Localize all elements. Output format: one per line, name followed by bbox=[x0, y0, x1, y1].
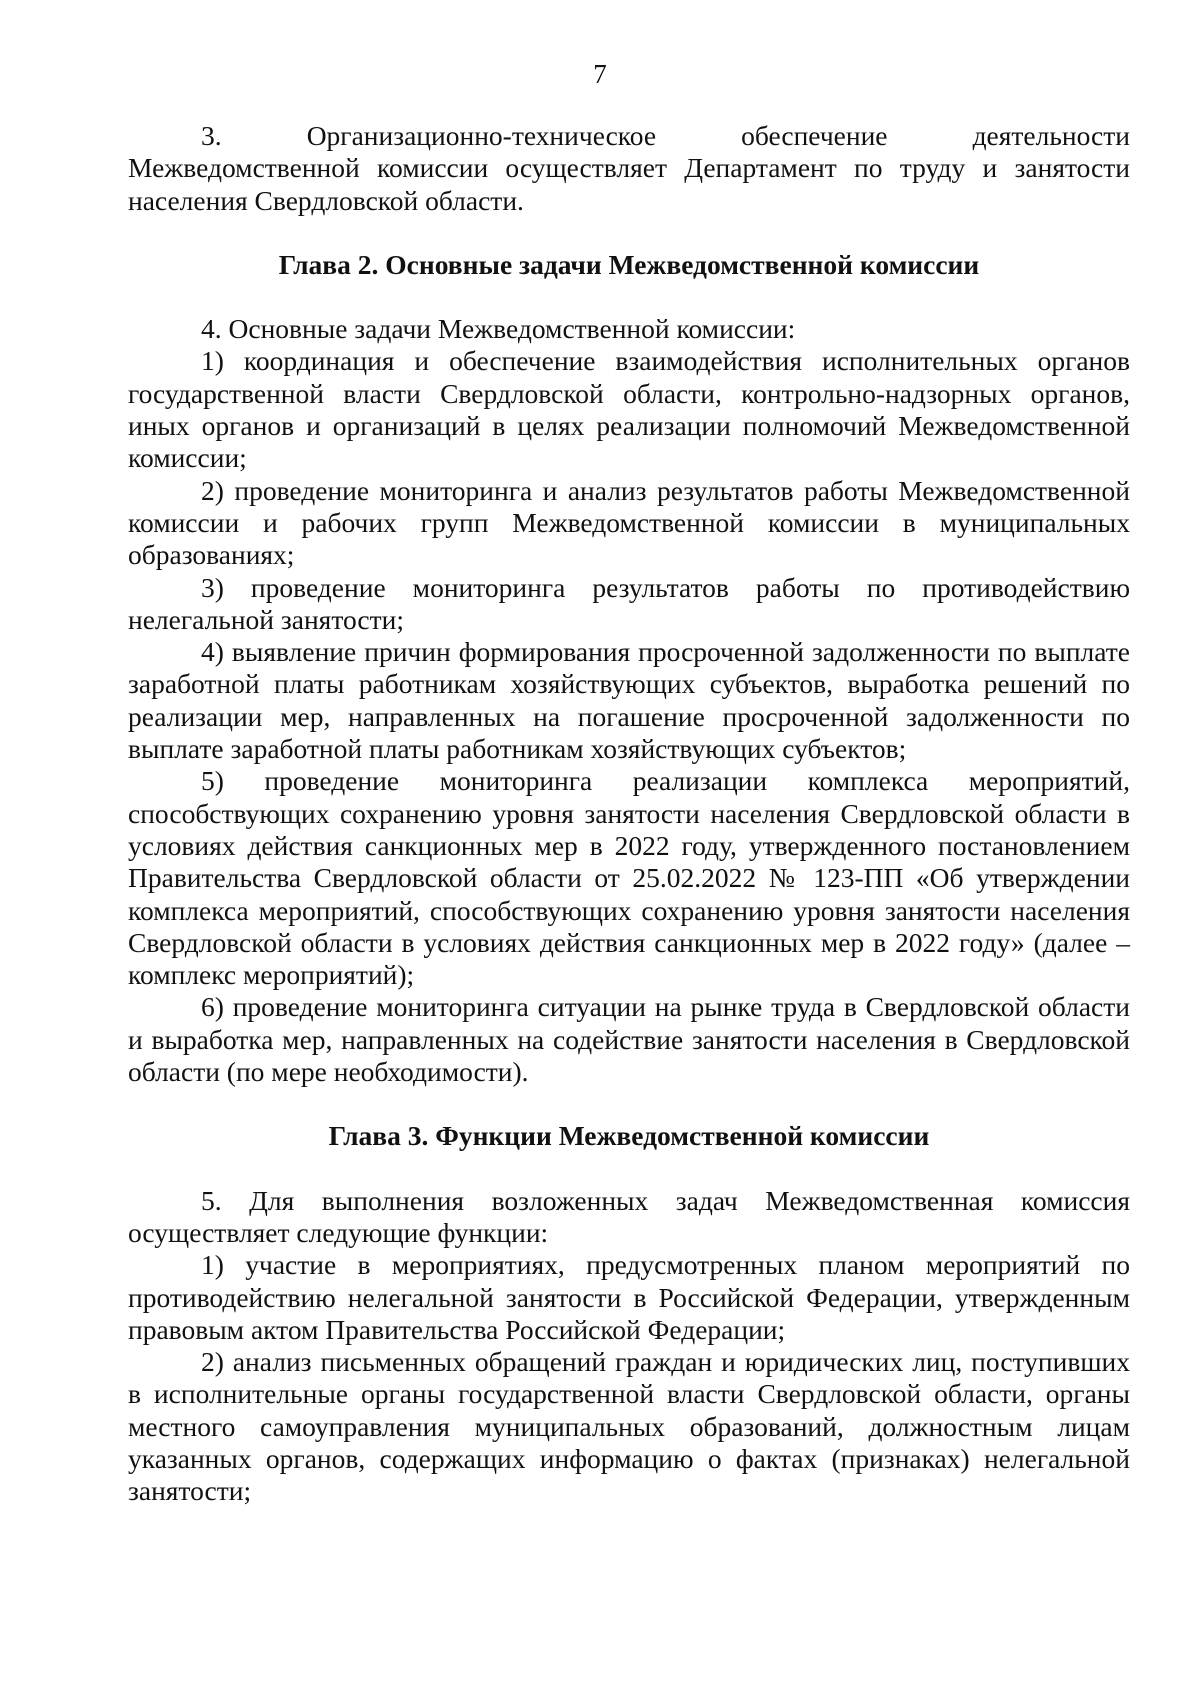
task-item-4: 4) выявление причин формирования просроченной задолженности по выплате заработной платы работникам хозяйствующих субъектов, выработка решений по реализации мер, направленных на погашение просроченной задолженности по выплате заработной платы работникам хозяйствующих субъектов; bbox=[128, 636, 1130, 765]
page-number: 7 bbox=[593, 59, 607, 89]
spacer bbox=[128, 281, 1130, 313]
spacer bbox=[128, 1153, 1130, 1185]
paragraph-5: 5. Для выполнения возложенных задач Межведомственная комиссия осуществляет следующие функции: bbox=[128, 1184, 1130, 1248]
spacer bbox=[128, 217, 1130, 249]
paragraph-4: 4. Основные задачи Межведомственной комиссии: bbox=[201, 313, 796, 345]
function-item-2: 2) анализ письменных обращений граждан и юридических лиц, поступивших в исполнительные органы государственной власти Свердловской области, органы местного самоуправления муниципальных образований, должностным лицам указанных органов, содержащих информацию о фактах (признаках) нелегальной занятости; bbox=[128, 1346, 1130, 1507]
paragraph-3: 3. Организационно-техническое обеспечение деятельности Межведомственной комиссии осуществляет Департамент по труду и занятости населения Свердловской области. bbox=[128, 120, 1130, 216]
document-body bbox=[128, 120, 1130, 1508]
chapter-2-heading: Глава 2. Основные задачи Межведомственной комиссии bbox=[278, 248, 980, 280]
task-item-3: 3) проведение мониторинга результатов работы по противодействию нелегальной занятости; bbox=[128, 571, 1130, 635]
task-item-6: 6) проведение мониторинга ситуации на рынке труда в Свердловской области и выработка мер, направленных на содействие занятости населения в Свердловской области (по мере необходимости). bbox=[128, 991, 1130, 1088]
spacer bbox=[128, 1088, 1130, 1120]
task-item-5: 5) проведение мониторинга реализации комплекса мероприятий, способствующих сохранению уровня занятости населения Свердловской области в условиях действия санкционных мер в 2022 году, утвержденного постановлением Правительства Свердловской области от 25.02.2022 № 123-ПП «Об утверждении комплекса мероприятий, способствующих сохранению уровня занятости населения Свердловской области в условиях действия санкционных мер в 2022 году» (далее – комплекс мероприятий); bbox=[128, 765, 1130, 991]
task-item-1: 1) координация и обеспечение взаимодействия исполнительных органов государственной власти Свердловской области, контрольно-надзорных органов, иных органов и организаций в целях реализации полномочий Межведомственной комиссии; bbox=[128, 345, 1130, 474]
chapter-3-heading: Глава 3. Функции Межведомственной комиссии bbox=[328, 1120, 930, 1152]
task-item-2: 2) проведение мониторинга и анализ результатов работы Межведомственной комиссии и рабочих групп Межведомственной комиссии в муниципальных образованиях; bbox=[128, 474, 1130, 571]
function-item-1: 1) участие в мероприятиях, предусмотренных планом мероприятий по противодействию нелегальной занятости в Российской Федерации, утвержденным правовым актом Правительства Российской Федерации; bbox=[128, 1249, 1130, 1345]
